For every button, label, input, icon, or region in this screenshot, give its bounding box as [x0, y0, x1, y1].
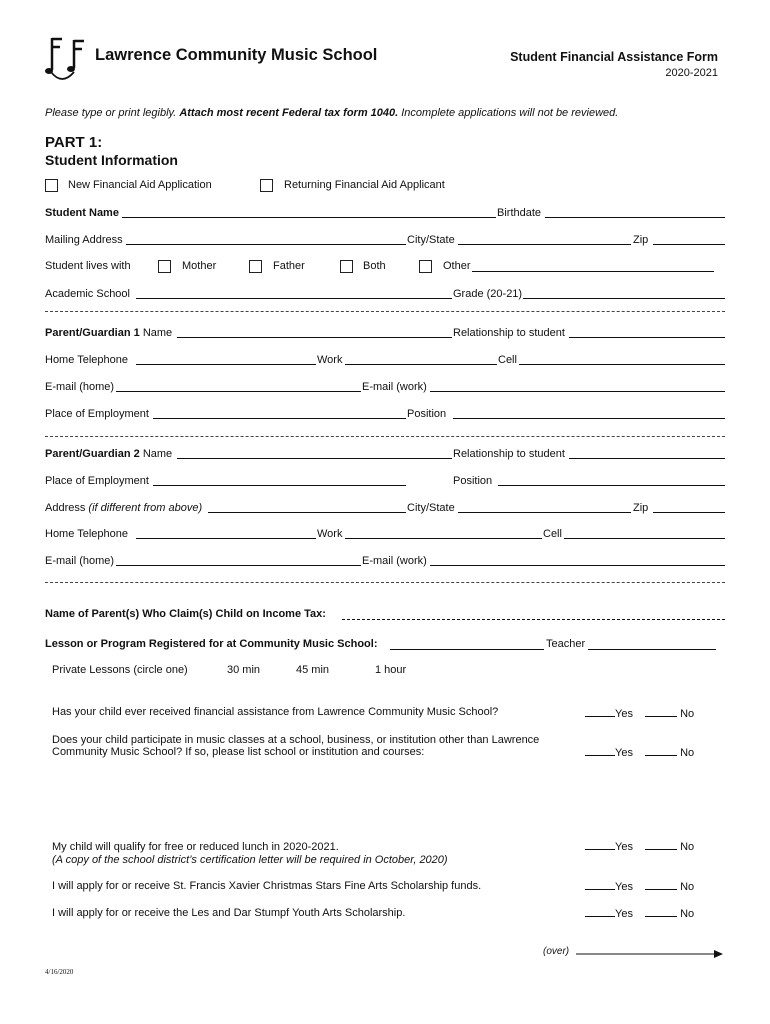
parent1-name-text: Name [142, 327, 173, 339]
parent2-heading: Parent/Guardian 2 [45, 448, 140, 460]
section-divider [45, 582, 725, 583]
father-label: Father [273, 260, 305, 272]
question-other-classes-line1: Does your child participate in music classes at a school, business, or institution other than Lawrence [52, 734, 540, 746]
no-label: No [680, 841, 695, 853]
parent1-employment-label: Place of Employment [45, 408, 149, 420]
parent2-city-state-label: City/State [407, 502, 455, 514]
question-stumpf-scholarship: I will apply for or receive the Les and Dar Stumpf Youth Arts Scholarship. [52, 907, 406, 919]
yes-label: Yes [615, 747, 633, 759]
christmas-stars-yes[interactable] [585, 879, 633, 893]
new-application-label: New Financial Aid Application [68, 179, 212, 191]
parent2-zip-field[interactable] [653, 512, 725, 513]
teacher-label: Teacher [546, 638, 586, 650]
student-name-field[interactable] [122, 217, 496, 218]
parent1-email-home-label: E-mail (home) [45, 381, 115, 393]
parent1-cell-label: Cell [498, 354, 517, 366]
other-checkbox[interactable] [419, 260, 432, 273]
mailing-address-field[interactable] [126, 244, 406, 245]
parent1-home-tel-label: Home Telephone [45, 354, 128, 366]
school-logo [44, 36, 86, 84]
school-name: Lawrence Community Music School [95, 46, 378, 64]
academic-school-label: Academic School [45, 288, 130, 300]
parent1-position-label: Position [407, 408, 447, 420]
parent2-email-work-label: E-mail (work) [362, 555, 427, 567]
no-label: No [680, 908, 695, 920]
student-name-label: Student Name [45, 207, 119, 219]
parent2-home-tel-field[interactable] [136, 538, 316, 539]
yes-label: Yes [615, 841, 633, 853]
question-other-classes-line2: Community Music School? If so, please list school or institution and courses: [52, 746, 425, 758]
arrow-right-icon [576, 947, 724, 965]
parent2-cell-label: Cell [543, 528, 562, 540]
parent2-employment-label: Place of Employment [45, 475, 149, 487]
parent2-name-field[interactable] [177, 458, 452, 459]
both-checkbox[interactable] [340, 260, 353, 273]
zip-label: Zip [633, 234, 649, 246]
no-label: No [680, 881, 695, 893]
prior-assistance-yes[interactable] [585, 706, 633, 720]
mother-label: Mother [182, 260, 217, 272]
yes-label: Yes [615, 881, 633, 893]
question-prior-assistance: Has your child ever received financial assistance from Lawrence Community Music School? [52, 706, 499, 718]
revision-date: 4/16/2020 [45, 968, 74, 976]
parent1-work-field[interactable] [345, 364, 497, 365]
stumpf-scholarship-yes[interactable] [585, 906, 633, 920]
parent2-email-home-label: E-mail (home) [45, 555, 115, 567]
form-title: Student Financial Assistance Form [510, 50, 718, 64]
parent1-email-home-field[interactable] [116, 391, 361, 392]
both-label: Both [363, 260, 386, 272]
parent2-name-text: Name [142, 448, 173, 460]
city-state-field[interactable] [458, 244, 631, 245]
mailing-address-label: Mailing Address [45, 234, 123, 246]
christmas-stars-no[interactable] [645, 879, 694, 893]
parent2-zip-label: Zip [633, 502, 649, 514]
no-label: No [680, 708, 695, 720]
academic-school-field[interactable] [136, 298, 452, 299]
option-1-hour[interactable]: 1 hour [375, 664, 407, 676]
parent2-home-tel-label: Home Telephone [45, 528, 128, 540]
birthdate-field[interactable] [545, 217, 725, 218]
parent1-name-field[interactable] [177, 337, 452, 338]
no-label: No [680, 747, 695, 759]
other-field[interactable] [472, 271, 714, 272]
parent1-relationship-label: Relationship to student [453, 327, 565, 339]
part-title: PART 1: [45, 134, 103, 151]
teacher-field[interactable] [588, 649, 716, 650]
parent2-email-work-field[interactable] [430, 565, 725, 566]
private-lessons-label: Private Lessons (circle one) [52, 664, 188, 676]
reduced-lunch-yes[interactable] [585, 839, 633, 853]
parent2-relationship-field[interactable] [569, 458, 725, 459]
option-45-min[interactable]: 45 min [296, 664, 330, 676]
grade-field[interactable] [523, 298, 725, 299]
tax-claim-label: Name of Parent(s) Who Claim(s) Child on Income Tax: [45, 608, 326, 620]
form-year: 2020-2021 [665, 67, 718, 79]
parent1-email-work-field[interactable] [430, 391, 725, 392]
question-reduced-lunch-line1: My child will qualify for free or reduced lunch in 2020-2021. [52, 841, 339, 853]
lesson-program-label: Lesson or Program Registered for at Community Music School: [45, 638, 378, 650]
returning-applicant-checkbox[interactable] [260, 179, 273, 192]
parent1-position-field[interactable] [453, 418, 725, 419]
instructions [45, 107, 618, 119]
lesson-program-field[interactable] [390, 649, 544, 650]
father-checkbox[interactable] [249, 260, 262, 273]
parent1-work-label: Work [317, 354, 343, 366]
instructions-bold: Attach most recent Federal tax form 1040. [179, 107, 399, 119]
reduced-lunch-no[interactable] [645, 839, 694, 853]
parent2-work-field[interactable] [345, 538, 542, 539]
instructions-tail: Incomplete applications will not be reviewed. [401, 107, 619, 119]
parent1-cell-field[interactable] [519, 364, 725, 365]
parent2-address-field[interactable] [208, 512, 406, 513]
parent2-email-home-field[interactable] [116, 565, 361, 566]
other-classes-yes[interactable] [585, 745, 633, 759]
mother-checkbox[interactable] [158, 260, 171, 273]
parent2-city-state-field[interactable] [458, 512, 631, 513]
music-note-logo-icon [44, 36, 86, 84]
prior-assistance-no[interactable] [645, 706, 694, 720]
grade-label: Grade (20-21) [453, 288, 523, 300]
parent2-cell-field[interactable] [564, 538, 725, 539]
other-classes-no[interactable] [645, 745, 694, 759]
parent2-position-field[interactable] [498, 485, 725, 486]
birthdate-label: Birthdate [497, 207, 542, 219]
question-christmas-stars: I will apply for or receive St. Francis Xavier Christmas Stars Fine Arts Scholarship funds. [52, 880, 482, 892]
tax-claim-field[interactable] [342, 619, 725, 620]
parent2-relationship-label: Relationship to student [453, 448, 565, 460]
parent1-home-tel-field[interactable] [136, 364, 316, 365]
parent1-name-label [45, 327, 172, 339]
stumpf-scholarship-no[interactable] [645, 906, 694, 920]
question-reduced-lunch-line2: (A copy of the school district’s certification letter will be required in October, 2020) [52, 854, 448, 866]
other-label: Other [443, 260, 471, 272]
yes-label: Yes [615, 908, 633, 920]
parent2-employment-field[interactable] [153, 485, 406, 486]
parent2-address-note: (if different from above) [88, 502, 203, 514]
lives-with-label: Student lives with [45, 260, 131, 272]
section-divider [45, 436, 725, 437]
parent2-work-label: Work [317, 528, 343, 540]
over-label: (over) [543, 946, 570, 957]
city-state-label: City/State [407, 234, 455, 246]
section-divider [45, 311, 725, 312]
returning-applicant-label: Returning Financial Aid Applicant [284, 179, 445, 191]
parent1-email-work-label: E-mail (work) [362, 381, 427, 393]
parent2-position-label: Position [453, 475, 493, 487]
instructions-lead: Please type or print legibly. [45, 107, 177, 119]
option-30-min[interactable]: 30 min [227, 664, 261, 676]
part-subtitle: Student Information [45, 152, 178, 168]
parent1-heading: Parent/Guardian 1 [45, 327, 140, 339]
zip-field[interactable] [653, 244, 725, 245]
parent2-address-text: Address [45, 502, 86, 514]
parent1-employment-field[interactable] [153, 418, 406, 419]
parent2-address-label [45, 502, 202, 514]
yes-label: Yes [615, 708, 633, 720]
new-application-checkbox[interactable] [45, 179, 58, 192]
parent1-relationship-field[interactable] [569, 337, 725, 338]
parent2-name-label [45, 448, 172, 460]
